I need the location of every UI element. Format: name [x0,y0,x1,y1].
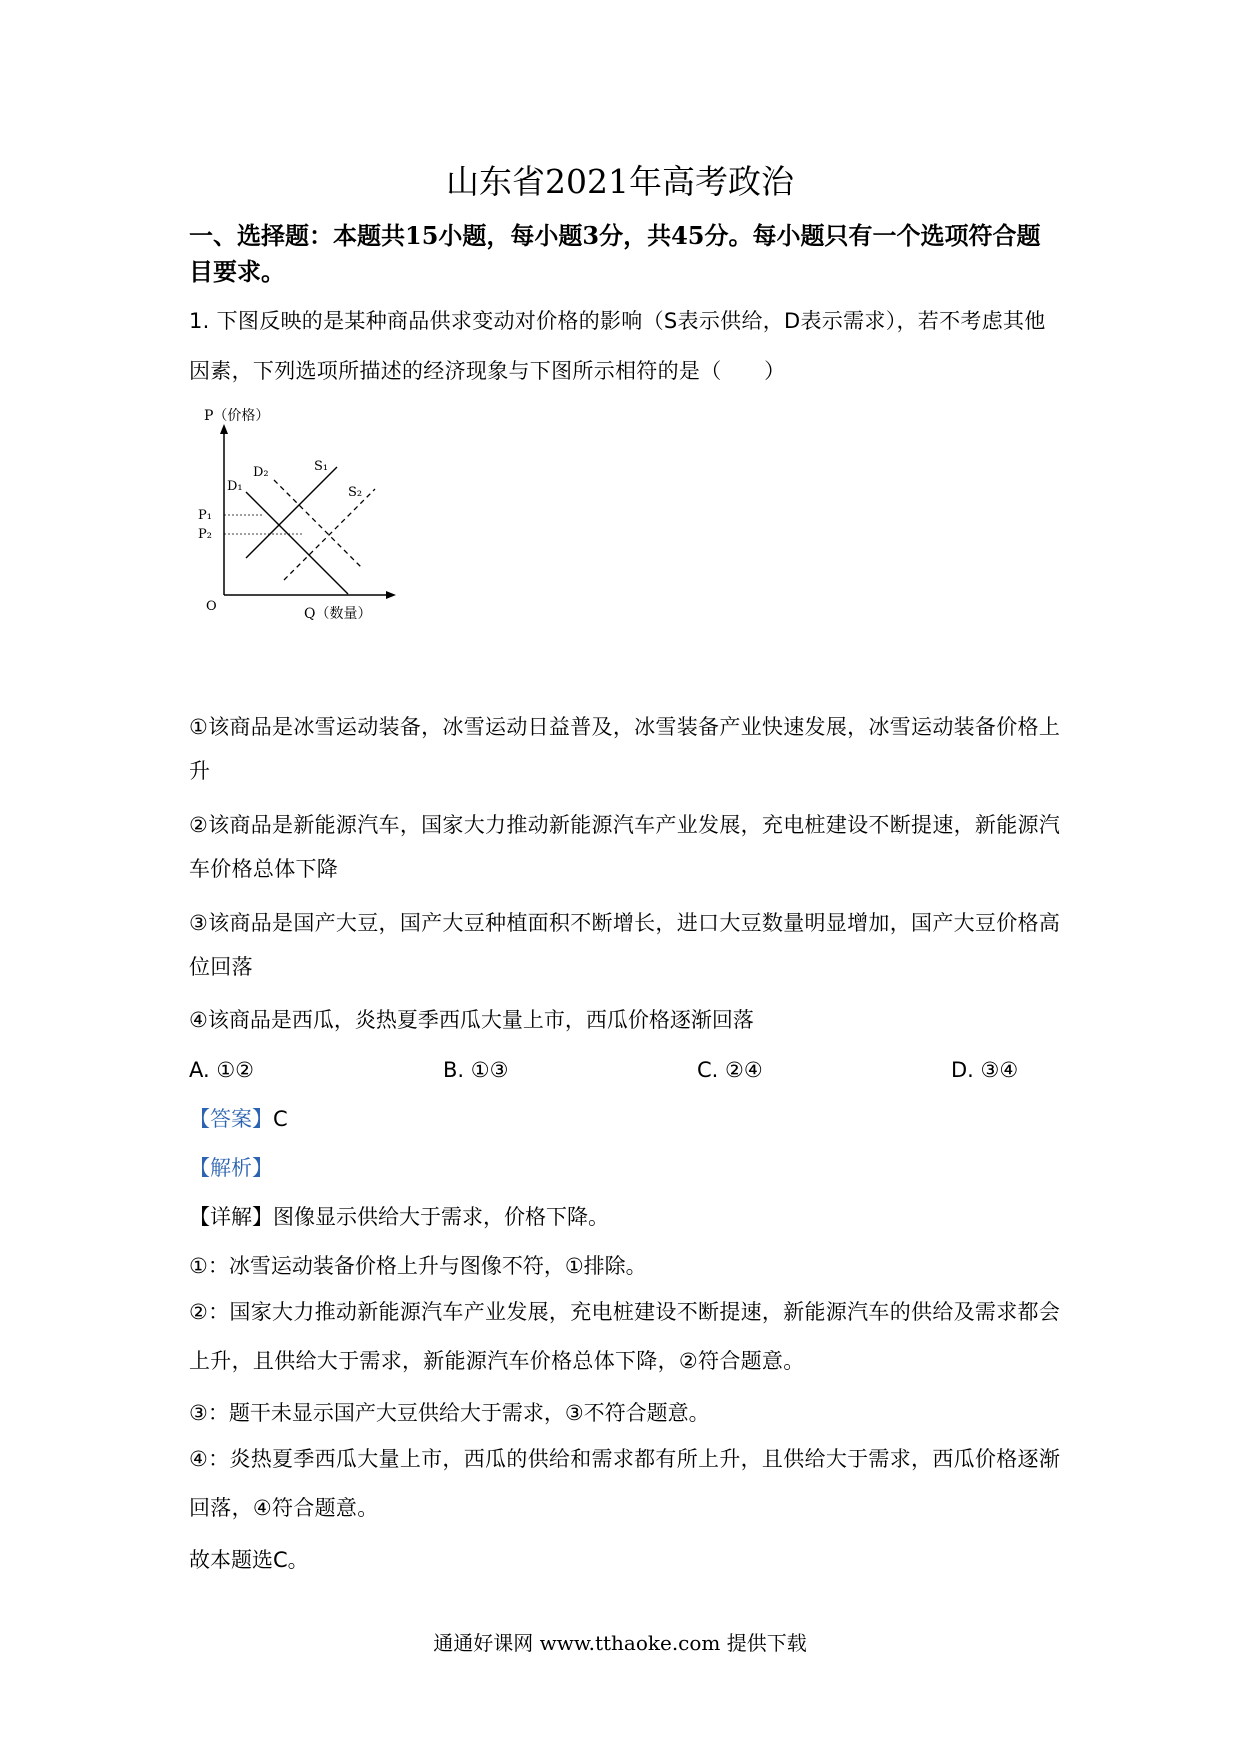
p1-label: P₁ [198,508,212,523]
s2-curve [284,489,375,580]
x-axis-arrow [386,591,396,599]
answer-value: C [273,1107,288,1131]
statement-1: ①该商品是冰雪运动装备，冰雪运动日益普及，冰雪装备产业快速发展，冰雪运动装备价格上升 [189,715,1061,783]
statement-2: ②该商品是新能源汽车，国家大力推动新能源汽车产业发展，充电桩建设不断提速，新能源汽车价格总体下降 [189,813,1061,881]
answer-line [189,1104,288,1134]
analysis-line-4: ③：题干未显示国产大豆供给大于需求，③不符合题意。 [189,1401,710,1425]
x-axis-label: Q（数量） [304,606,372,622]
option-a: A. ①② [189,1058,254,1082]
analysis-line-5: ④：炎热夏季西瓜大量上市，西瓜的供给和需求都有所上升，且供给大于需求，西瓜价格逐渐回落，④符合题意。 [189,1447,1061,1520]
option-c: C. ②④ [697,1058,763,1082]
s2-label: S₂ [348,485,363,500]
option-b: B. ①③ [443,1058,509,1082]
origin-label: O [206,599,217,614]
p2-label: P₂ [198,527,212,542]
s1-label: S₁ [314,459,329,474]
analysis-line-1: 【详解】图像显示供给大于需求，价格下降。 [189,1205,609,1229]
analysis-line-3: ②：国家大力推动新能源汽车产业发展，充电桩建设不断提速，新能源汽车的供给及需求都会上升，且供给大于需求，新能源汽车价格总体下降，②符合题意。 [189,1300,1061,1373]
page-footer: 通通好课网 www.tthaoke.com 提供下载 [433,1631,807,1655]
statement-3: ③该商品是国产大豆，国产大豆种植面积不断增长，进口大豆数量明显增加，国产大豆价格高位回落 [189,911,1061,979]
d1-label: D₁ [227,479,243,494]
answer-label: 【答案】 [189,1107,273,1131]
s1-curve [246,467,337,558]
question-stem: 1. 下图反映的是某种商品供求变动对价格的影响（S表示供给，D表示需求），若不考虑其他因素，下列选项所描述的经济现象与下图所示相符的是（ ） [189,309,1046,383]
y-axis-label: P（价格） [204,408,270,424]
page-title: 山东省2021年高考政治 [446,162,794,201]
analysis-conclusion: 故本题选C。 [189,1548,309,1572]
analysis-line-2: ①：冰雪运动装备价格上升与图像不符，①排除。 [189,1254,647,1278]
analysis-label: 【解析】 [189,1156,273,1180]
statement-4: ④该商品是西瓜，炎热夏季西瓜大量上市，西瓜价格逐渐回落 [189,1008,754,1032]
y-axis-arrow [220,424,228,434]
option-d: D. ③④ [951,1058,1019,1082]
supply-demand-figure [190,400,440,635]
section-heading: 一、选择题：本题共15小题，每小题3分，共45分。每小题只有一个选项符合题目要求。 [189,221,1041,286]
d2-label: D₂ [253,465,269,480]
